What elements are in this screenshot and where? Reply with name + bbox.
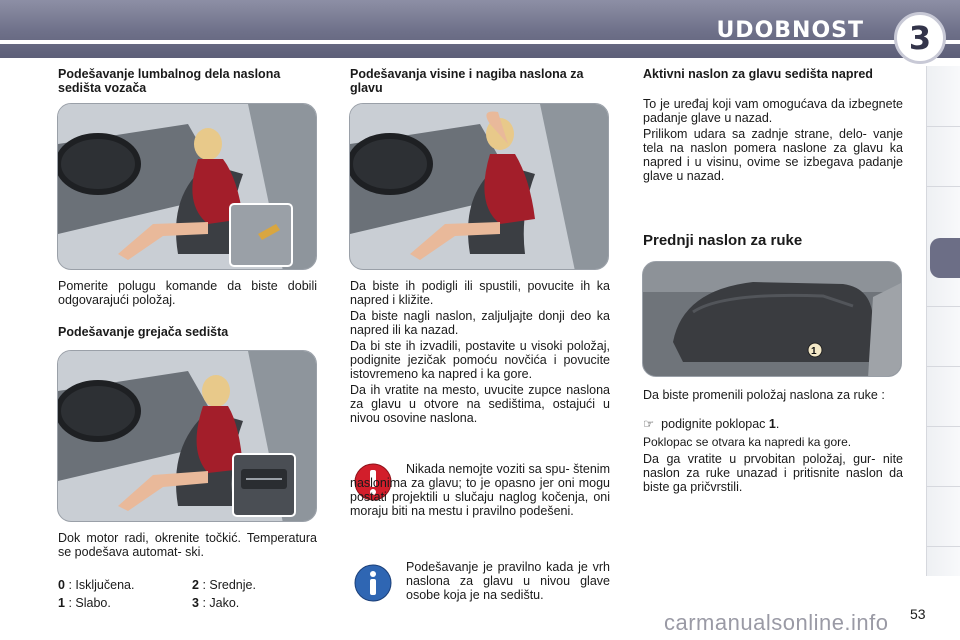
lumbar-text: Pomerite polugu komande da biste dobili odgovarajući položaj. xyxy=(58,279,317,307)
tab-divider xyxy=(927,186,960,187)
armrest-intro-text: Da biste promenili položaj naslona za ruke : xyxy=(643,388,885,402)
chapter-badge xyxy=(894,12,946,64)
armrest-heading: Prednji naslon za ruke xyxy=(643,232,803,249)
info-text: Podešavanje je pravilno kada je vrh naslona za glavu u nivou glave osobe koja je na sedištu. xyxy=(406,560,610,602)
tab-divider xyxy=(927,426,960,427)
tab-divider xyxy=(927,126,960,127)
legend-item-1: 1 : Slabo. xyxy=(58,596,111,610)
active-headrest-purpose: To je uređaj koji vam omogućava da izbegnete padanje glave u nazad. xyxy=(643,97,903,125)
chapter-tabs xyxy=(926,66,960,576)
page-number: 53 xyxy=(910,606,926,622)
tab-divider xyxy=(927,306,960,307)
headrest-photo xyxy=(349,103,609,270)
headrest-illustration xyxy=(350,104,609,270)
armrest-illustration xyxy=(643,262,902,377)
headrest-heading: Podešavanja visine i nagiba naslona za glavu xyxy=(350,67,584,95)
headrest-raise-text: Da biste ih podigli ili spustili, povucite ih ka napred i kližite. xyxy=(350,279,610,307)
pointer-icon: ☞ xyxy=(643,417,655,431)
seat-illustration xyxy=(58,104,317,270)
chapter-number: 3 xyxy=(908,19,932,57)
legend-item-3: 3 : Jako. xyxy=(192,596,240,610)
heater-heading: Podešavanje grejača sedišta xyxy=(58,325,229,339)
headrest-refit-text: Da ih vratite na mesto, uvucite zupce naslona za glavu u otvore na sedištima, ostajući u nivou osovine naslona. xyxy=(350,383,610,425)
page-title: UDOBNOST xyxy=(716,18,864,43)
armrest-photo xyxy=(642,261,902,377)
warning-text: Nikada nemojte voziti sa spu- štenim naslonima za glavu; to je opasno jer oni mogu postati projektili u slučaju naglog kočenja, oni moraju biti na mestu i pravilno podešeni. xyxy=(350,462,610,518)
heater-text: Dok motor radi, okrenite točkić. Temperatura se podešava automat- ski. xyxy=(58,531,317,559)
lumbar-heading: Podešavanje lumbalnog dela naslona sedišta vozača xyxy=(58,67,281,95)
active-headrest-heading: Aktivni naslon za glavu sedišta napred xyxy=(643,67,873,81)
legend-item-2: 2 : Srednje. xyxy=(192,578,256,592)
active-headrest-text xyxy=(643,97,903,185)
headrest-tilt-text: Da biste nagli naslon, zaljuljajte donji deo ka napred ili ka nazad. xyxy=(350,309,610,337)
tab-divider xyxy=(927,546,960,547)
info-icon xyxy=(354,564,392,602)
headrest-remove-text: Da bi ste ih izvadili, postavite u visoki položaj, podignite jezičak pomoću novčića i povucite istovremeno ka napred i ka gore. xyxy=(350,339,610,381)
legend-item-0: 0 : Isključena. xyxy=(58,578,135,592)
armrest-bullet: ☞ podignite poklopac 1. xyxy=(643,417,780,431)
tab-divider xyxy=(927,366,960,367)
armrest-callout-number: 1 xyxy=(811,346,817,357)
seat-heater-illustration xyxy=(58,351,317,522)
active-chapter-tab[interactable] xyxy=(930,238,960,278)
watermark: carmanualsonline.info xyxy=(664,610,889,635)
lumbar-photo xyxy=(57,103,317,270)
heater-photo xyxy=(57,350,317,522)
armrest-return-text: Da ga vratite u prvobitan položaj, gur- nite naslon za ruke unazad i pritisnite naslon da biste ga pričvrstili. xyxy=(643,452,903,494)
active-headrest-impact: Prilikom udara sa zadnje strane, delo- vanje tela na naslon pomera naslone za glavu ka napred i u visinu, ovime se izbegava padanje glave u nazad. xyxy=(643,127,903,183)
headrest-instructions xyxy=(350,279,610,427)
tab-divider xyxy=(927,486,960,487)
header-band xyxy=(0,0,960,58)
armrest-open-text: Poklopac se otvara ka napredi ka gore. xyxy=(643,435,852,449)
